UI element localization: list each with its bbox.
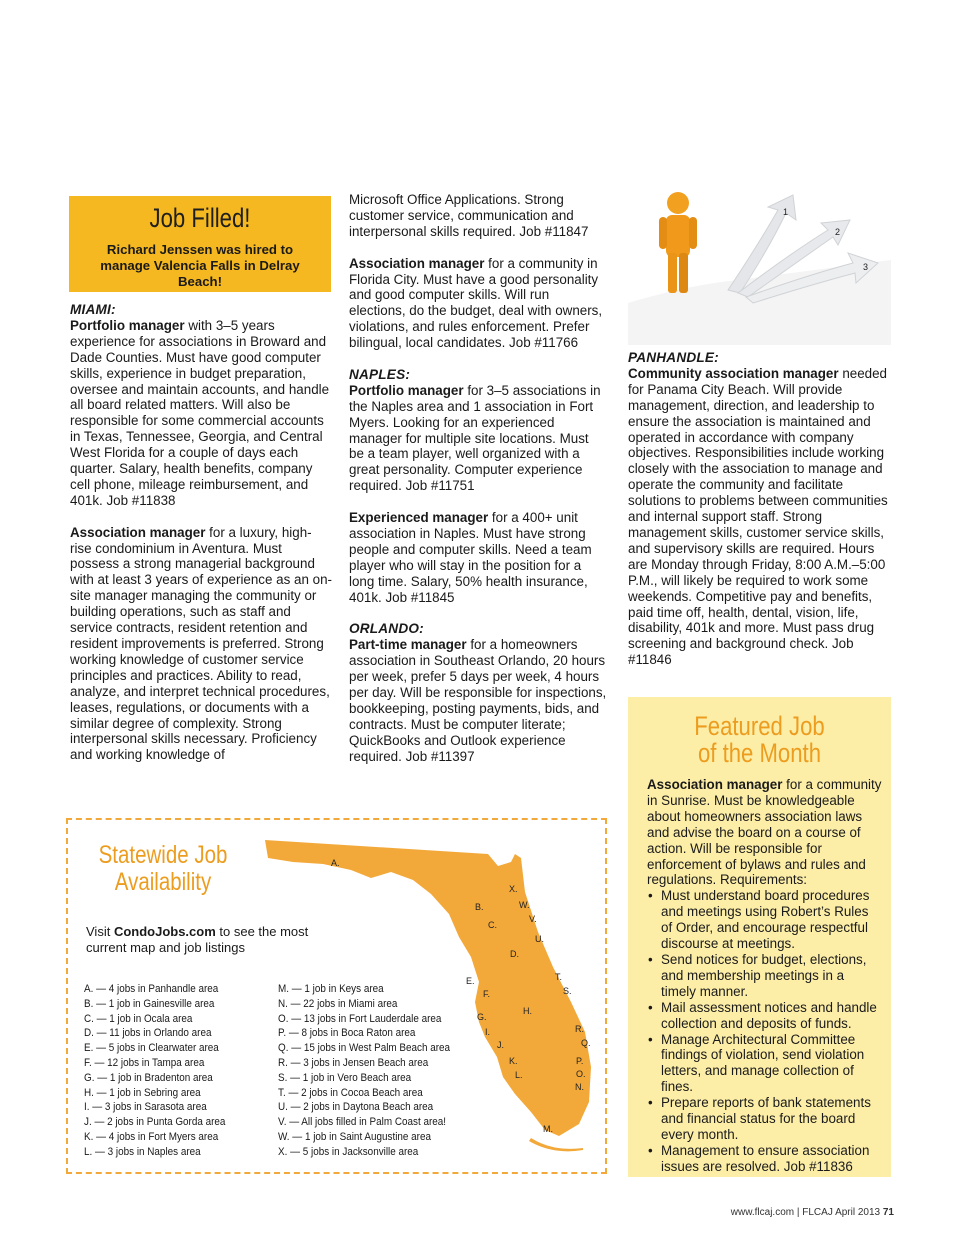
map-letter-label: L. xyxy=(515,1070,523,1080)
section-heading-miami: MIAMI: xyxy=(70,302,116,317)
map-letter-label: T. xyxy=(555,972,563,982)
map-letter-label: R. xyxy=(575,1024,584,1034)
job-listing-11766 xyxy=(349,256,607,351)
legend-item: C. — 1 job in Ocala area xyxy=(84,1012,193,1025)
map-letter-label: N. xyxy=(575,1082,584,1092)
legend-item: U. — 2 jobs in Daytona Beach area xyxy=(278,1101,434,1114)
job-description: for a 400+ unit association in Naples. Must have strong people and computer skills. Need a team player who will stay in the position for a long time. Salary, 50% health insurance, 401k. Job #11845 xyxy=(349,510,592,605)
job-description: for a homeowners association in Southeast Orlando, 20 hours per week, prefer 5 days per week, 4 hours per day. Will be responsible for inspections, bookkeeping, posting payments, bids, and contracts. Must be computer literate; QuickBooks and Outlook experience required. Job #11397 xyxy=(349,637,607,764)
map-letter-label: G. xyxy=(477,1012,487,1022)
legend-item: V. — All jobs filled in Palm Coast area! xyxy=(278,1116,447,1129)
list-item: • Must understand board procedures and meetings using Robert’s Rules of Order, and encourage respectful discourse at meetings. xyxy=(647,888,882,952)
list-item: • Management to ensure association issues are resolved. Job #11836 xyxy=(647,1143,882,1175)
list-item: • Mail assessment notices and handle collection and deposits of funds. xyxy=(647,1000,882,1032)
visit-prefix: Visit xyxy=(86,924,114,939)
map-letter-label: D. xyxy=(510,949,519,959)
job-title: Portfolio manager xyxy=(70,317,185,333)
featured-body xyxy=(647,777,882,1175)
job-title: Association manager xyxy=(647,777,783,792)
svg-text:1: 1 xyxy=(783,207,789,217)
job-description: for 3–5 associations in the Naples area and 1 association in Fort Myers. Looking for an experienced manager for multiple site locations. Must be a team player, well organized with a great personality. Computer experience required. Job #11751 xyxy=(349,382,601,494)
job-listing-11845 xyxy=(349,510,607,605)
legend-item: E. — 5 jobs in Clearwater area xyxy=(84,1042,219,1055)
job-description: for a community in Florida City. Must have a good personality and good computer skills. Will run elections, do the budget, deal with owners, violations, and rules enforcement. Prefer bilingual, local candidates. Job #11766 xyxy=(349,255,603,351)
map-letter-label: F. xyxy=(483,989,491,999)
job-listing-11751 xyxy=(349,383,607,494)
map-letter-label: C. xyxy=(488,920,497,930)
legend-item: N. — 22 jobs in Miami area xyxy=(278,997,398,1010)
statewide-title-line1: Statewide Job xyxy=(98,841,228,869)
job-description: for a community in Sunrise. Must be knowledgeable about homeowners association laws and advise the board on a course of action. Will be responsible for enforcement of bylaws and rules and regulations. Requirements: xyxy=(647,777,882,888)
job-filled-title: Job Filled! xyxy=(149,203,251,233)
map-letter-label: O. xyxy=(576,1069,586,1079)
map-letter-label: Q. xyxy=(581,1038,591,1048)
legend-item: W. — 1 job in Saint Augustine area xyxy=(278,1130,431,1143)
job-listing-11846 xyxy=(628,366,890,668)
job-title: Association manager xyxy=(70,524,206,540)
requirements-list xyxy=(647,888,882,1174)
map-letter-label: X. xyxy=(509,884,518,894)
map-letter-label: H. xyxy=(523,1006,532,1016)
legend-item: S. — 1 job in Vero Beach area xyxy=(278,1071,412,1084)
column-1 xyxy=(70,302,332,779)
job-title: Portfolio manager xyxy=(349,382,464,398)
job-listing-aventura xyxy=(70,525,332,764)
map-letter-label: W. xyxy=(519,900,530,910)
legend-item: P. — 8 jobs in Boca Raton area xyxy=(278,1027,416,1040)
svg-text:3: 3 xyxy=(863,262,869,272)
legend-item: X. — 5 jobs in Jacksonville area xyxy=(278,1145,419,1158)
page-number: 71 xyxy=(882,1207,894,1218)
florida-map xyxy=(253,832,613,1162)
legend-item: I. — 3 jobs in Sarasota area xyxy=(84,1101,207,1114)
svg-text:2: 2 xyxy=(835,227,841,237)
map-letter-label: M. xyxy=(543,1124,553,1134)
statewide-availability-box xyxy=(66,818,607,1174)
job-listing-11838 xyxy=(70,318,332,509)
column-2 xyxy=(349,192,607,780)
job-description: for a luxury, high-rise condominium in Aventura. Must possess a strong managerial background with at least 3 years of experience as an on-site manager managing the community or building operations, such as staff and service contracts, resident retention and resident improvements is preferred. Strong working knowledge of customer service principles and practices. Ability to read, analyze, and interpret technical procedures, leases, regulations, or documents with a similar degree of complexity. Strong interpersonal skills necessary. Proficiency and working knowledge of xyxy=(70,524,333,763)
legend-item: L. — 3 jobs in Naples area xyxy=(84,1145,201,1158)
legend-item: T. — 2 jobs in Cocoa Beach area xyxy=(278,1086,423,1099)
job-listing-11847 xyxy=(349,192,607,240)
legend-item: F. — 12 jobs in Tampa area xyxy=(84,1056,205,1069)
visit-suffix: to see the most current map and job listings xyxy=(86,924,309,955)
map-letter-label: J. xyxy=(497,1040,505,1050)
legend-left xyxy=(84,982,225,1160)
legend-item: H. — 1 job in Sebring area xyxy=(84,1086,201,1099)
condojobs-link[interactable]: CondoJobs.com xyxy=(113,924,216,939)
list-item: • Send notices for budget, elections, and membership meetings in a timely manner. xyxy=(647,952,882,1000)
list-item: • Manage Architectural Committee findings of violation, send violation letters, and manage collection of fines. xyxy=(647,1032,882,1096)
map-letter-label: A. xyxy=(331,858,340,868)
legend-item: R. — 3 jobs in Jensen Beach area xyxy=(278,1056,429,1069)
statewide-title xyxy=(93,842,232,896)
page-footer: www.flcaj.com | FLCAJ April 2013 71 xyxy=(730,1207,894,1218)
featured-title-line2: of the Month xyxy=(697,738,822,768)
map-letter-label: K. xyxy=(509,1056,518,1066)
job-description: needed for Panama City Beach. Will provide management, direction, and leadership to ensure the association is maintained and operated in accordance with company objectives. Responsibilities include working closely with the association to manage and operate the community and facilitate solutions to problems between communities and internal support staff. Strong management skills, customer service skills, and supervisory skills are required. Hours are Monday through Friday, 8:00 A.M.–5:00 P.M., will likely be required to work some weekends. Competitive pay and benefits, paid time off, health, dental, vision, life, disability, 401k and more. Must pass drug screening and background check. Job #11846 xyxy=(628,365,888,668)
job-listing-11397 xyxy=(349,637,607,764)
map-letter-label: S. xyxy=(563,986,572,996)
job-title: Association manager xyxy=(349,255,485,271)
job-title: Community association manager xyxy=(628,365,839,381)
job-title: Part-time manager xyxy=(349,637,467,653)
job-title: Experienced manager xyxy=(349,510,489,526)
column-3 xyxy=(628,350,890,684)
arrows-illustration xyxy=(628,185,891,345)
map-letter-label: V. xyxy=(529,914,537,924)
featured-title-line1: Featured Job xyxy=(694,711,825,741)
legend-item: O. — 13 jobs in Fort Lauderdale area xyxy=(278,1012,442,1025)
map-letter-label: E. xyxy=(466,976,475,986)
footer-pub: FLCAJ xyxy=(802,1207,833,1218)
featured-title xyxy=(652,713,868,767)
legend-item: J. — 2 jobs in Punta Gorda area xyxy=(84,1116,226,1129)
map-letter-label: B. xyxy=(475,902,484,912)
footer-site[interactable]: www.flcaj.com xyxy=(730,1207,795,1218)
legend-item: B. — 1 job in Gainesville area xyxy=(84,997,215,1010)
legend-item: G. — 1 job in Bradenton area xyxy=(84,1071,213,1084)
job-description: Microsoft Office Applications. Strong customer service, communication and interpersonal skills required. Job #11847 xyxy=(349,192,589,239)
section-heading-naples: NAPLES: xyxy=(349,366,411,382)
map-letter-label: I. xyxy=(485,1027,491,1037)
map-letter-label: U. xyxy=(535,934,544,944)
section-heading-panhandle: PANHANDLE: xyxy=(628,350,719,365)
list-item: • Prepare reports of bank statements and financial status for the board every month. xyxy=(647,1095,882,1143)
statewide-title-line2: Availability xyxy=(114,868,212,896)
job-filled-box xyxy=(69,196,331,292)
job-description: with 3–5 years experience for associations in Broward and Dade Counties. Must have good computer skills, experience in budget preparation, oversee and maintain accounts, and handle all board related matters. Will also be responsible for some commercial accounts in Texas, Tennessee, Georgia, and Central West Florida for a couple of days each quarter. Salary, health benefits, company cell phone, mileage reimbursement, and 401k. Job #11838 xyxy=(70,317,330,508)
legend-item: K. — 4 jobs in Fort Myers area xyxy=(84,1130,219,1143)
featured-intro xyxy=(647,777,882,888)
job-filled-text: Richard Jenssen was hired to manage Valencia Falls in Delray Beach! xyxy=(100,242,300,289)
legend-item: A. — 4 jobs in Panhandle area xyxy=(84,983,219,995)
florida-shape xyxy=(265,840,591,1136)
legend-item: Q. — 15 jobs in West Palm Beach area xyxy=(278,1042,451,1055)
featured-job-box xyxy=(628,697,891,1177)
footer-date: April 2013 xyxy=(835,1207,881,1218)
map-letter-label: P. xyxy=(576,1056,584,1066)
legend-item: D. — 11 jobs in Orlando area xyxy=(84,1027,212,1040)
legend-item: M. — 1 job in Keys area xyxy=(278,983,384,995)
section-heading-orlando: ORLANDO: xyxy=(349,621,424,637)
